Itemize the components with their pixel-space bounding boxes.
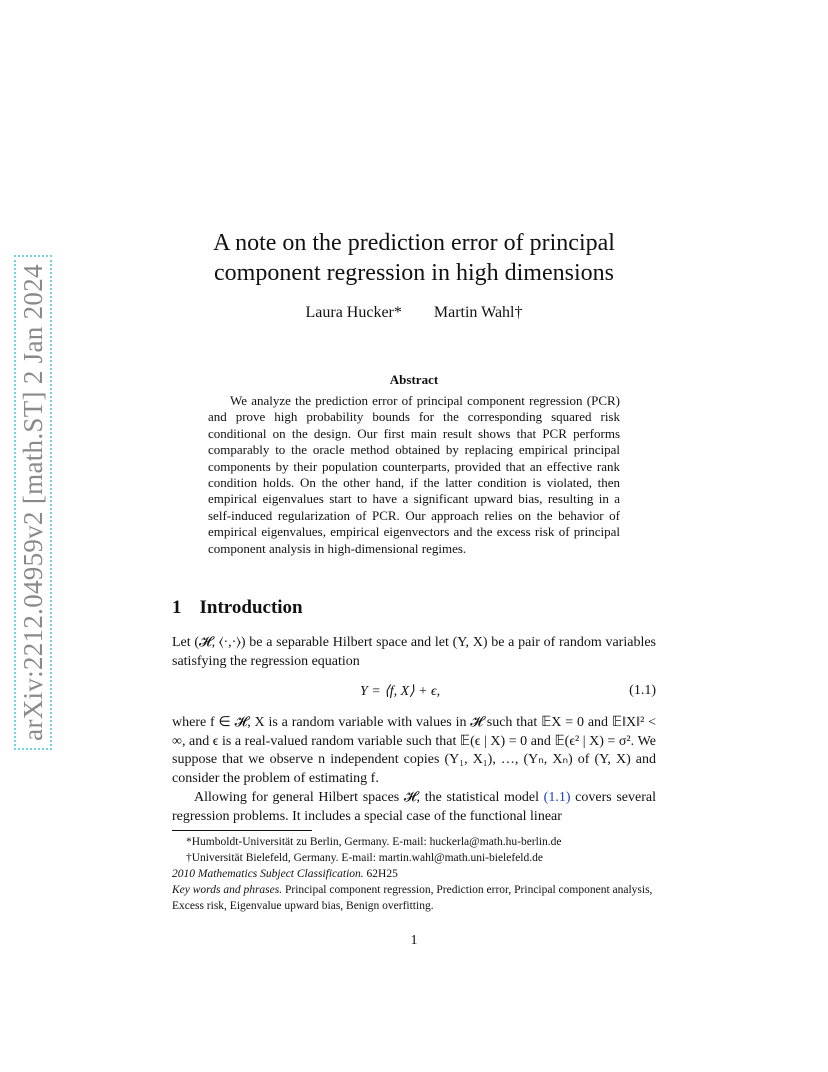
paragraph-3-end: covers several regression problems. It includes a special case of the functional linear — [172, 790, 657, 824]
footnotes — [172, 834, 656, 914]
equation-expression: Y = ⟨f, X⟩ + ϵ, — [360, 684, 441, 699]
footnote-affiliation-2: †Universität Bielefeld, Germany. E-mail: martin.wahl@math.uni-bielefeld.de — [186, 852, 543, 864]
equation-reference-link[interactable]: (1.1) — [543, 790, 571, 805]
section-number: 1 — [172, 597, 182, 618]
paper-title: A note on the prediction error of principal component regression in high dimensions — [213, 230, 615, 286]
footnote-affiliation-1: *Humboldt-Universität zu Berlin, Germany. E-mail: huckerla@math.hu-berlin.de — [186, 836, 562, 848]
author-list — [160, 304, 668, 322]
msc-line — [172, 866, 656, 882]
keywords-label: Key words and phrases. — [172, 884, 283, 896]
arxiv-stamp — [14, 255, 52, 750]
footnote-rule — [172, 830, 312, 831]
paragraph-3-start: Allowing for general Hilbert spaces 𝓗, the statistical model — [194, 790, 544, 805]
abstract-text: We analyze the prediction error of principal component regression (PCR) and prove high probability bounds for the corresponding squared risk conditional on the design. Our first main result shows that PCR performs comparably to the oracle method obtained by replacing empirical principal components by their population counterparts, provided that an effective rank condition holds. On the other hand, if the latter condition is violated, then empirical eigenvalues start to have a significant upward bias, resulting in a self-induced regularization of PCR. Our approach relies on the behavior of empirical eigenvalues, empirical eigenvectors and the excess risk of principal component analysis in high-dimensional regimes. — [208, 393, 620, 556]
keywords-line — [172, 882, 656, 914]
author-hucker: Laura Hucker* — [305, 304, 402, 321]
abstract-heading: Abstract — [389, 372, 439, 387]
author-wahl: Martin Wahl† — [433, 304, 523, 321]
page-number: 1 — [410, 933, 418, 948]
arxiv-stamp-text: arXiv:2212.04959v2 [math.ST] 2 Jan 2024 — [17, 264, 48, 741]
paragraph-1: Let (𝓗, ⟨·,·⟩) be a separable Hilbert space and let (Y, X) be a pair of random variables satisfying the regression equation — [172, 635, 656, 669]
section-title: Introduction — [199, 597, 303, 618]
msc-label: 2010 Mathematics Subject Classification. — [172, 868, 364, 880]
msc-value: 62H25 — [366, 868, 398, 880]
paragraph-3 — [172, 789, 656, 826]
equation-number: (1.1) — [629, 683, 656, 698]
keywords-value: Principal component regression, Prediction error, Principal component analysis, Excess risk, Eigenvalue upward bias, Benign overfitting. — [172, 884, 653, 912]
paragraph-2: where f ∈ 𝓗, X is a random variable with values in 𝓗 such that 𝔼X = 0 and 𝔼‖X‖² < ∞, and ϵ is a real-valued random variable such that 𝔼(ϵ | X) = 0 and 𝔼(ϵ² | X) = σ². We suppose that we observe n independent copies (Y₁, X₁), …, (Yₙ, Xₙ) of (Y, X) and consider the problem of estimating f. — [172, 715, 656, 786]
section-heading — [172, 597, 303, 619]
